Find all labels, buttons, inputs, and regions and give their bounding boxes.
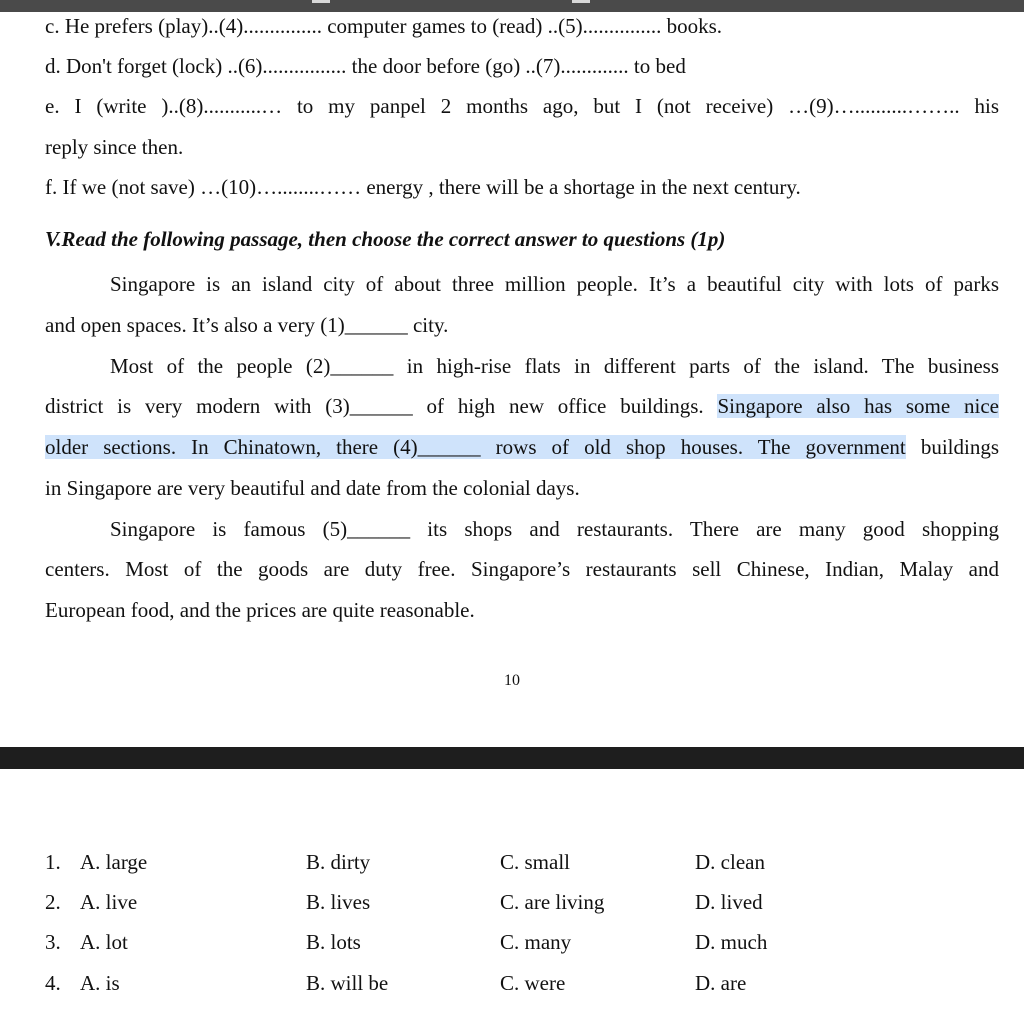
- option-d: D. much: [695, 930, 768, 954]
- highlighted-selection[interactable]: Singapore also has some nice: [717, 394, 999, 418]
- option-c: C. small: [500, 850, 571, 874]
- passage-p2-line1: Most of the people (2)______ in high-rise flats in different parts of the island. The business: [110, 354, 999, 378]
- toolbar-tick-right: [572, 0, 590, 3]
- section-heading: V.Read the following passage, then choose the correct answer to questions (1p): [45, 227, 726, 251]
- question-number: 1.: [45, 850, 61, 874]
- passage-p2-line3-text: buildings: [905, 435, 999, 459]
- option-a: A. live: [80, 890, 138, 914]
- highlighted-selection-continued[interactable]: older sections. In Chinatown, there (4)______ rows of old shop houses. The government: [45, 435, 906, 459]
- option-c: C. were: [500, 971, 566, 995]
- toolbar-tick-left: [312, 0, 330, 3]
- passage-p3-line2: centers. Most of the goods are duty free. Singapore’s restaurants sell Chinese, Indian, Malay and: [45, 557, 999, 581]
- question-row: [0, 848, 1024, 876]
- passage-p2-line3: [45, 433, 999, 461]
- option-c: C. many: [500, 930, 572, 954]
- passage-p1-line2: and open spaces. It’s also a very (1)______ city.: [45, 313, 449, 337]
- option-b: B. will be: [306, 971, 389, 995]
- question-row: [0, 928, 1024, 956]
- exercise-line-d: d. Don't forget (lock) ..(6)................ the door before (go) ..(7)............. to bed: [45, 54, 686, 78]
- option-c: C. are living: [500, 890, 605, 914]
- exercise-line-e: e. I (write )..(8)...........… to my panpel 2 months ago, but I (not receive) …(9)…..........…….. his: [45, 94, 999, 118]
- option-b: B. lots: [306, 930, 361, 954]
- option-b: B. dirty: [306, 850, 371, 874]
- viewer-top-bar: [0, 0, 1024, 12]
- document-page-10: [0, 12, 1024, 747]
- page-divider: [0, 747, 1024, 769]
- option-d: D. clean: [695, 850, 765, 874]
- passage-p2-line4: in Singapore are very beautiful and date from the colonial days.: [45, 476, 580, 500]
- option-a: A. lot: [80, 930, 128, 954]
- question-number: 4.: [45, 971, 61, 995]
- exercise-line-c: c. He prefers (play)..(4)............... computer games to (read) ..(5)............... books.: [45, 14, 723, 38]
- option-d: D. lived: [695, 890, 763, 914]
- question-number: 2.: [45, 890, 61, 914]
- question-row: [0, 969, 1024, 997]
- option-b: B. lives: [306, 890, 371, 914]
- document-page-11: [0, 769, 1024, 1013]
- question-number: 3.: [45, 930, 61, 954]
- passage-p1-line1: Singapore is an island city of about three million people. It’s a beautiful city with lots of parks: [110, 272, 999, 296]
- option-a: A. large: [80, 850, 148, 874]
- page-number: 10: [504, 672, 520, 689]
- passage-p2-line2: [45, 392, 999, 420]
- passage-p3-line3: European food, and the prices are quite reasonable.: [45, 598, 475, 622]
- passage-p2-line2-text: district is very modern with (3)______ of high new office buildings.: [45, 394, 718, 418]
- exercise-line-f: f. If we (not save) …(10)…........…… energy , there will be a shortage in the next century.: [45, 175, 801, 199]
- exercise-line-e-continued: reply since then.: [45, 135, 184, 159]
- option-d: D. are: [695, 971, 747, 995]
- passage-p3-line1: Singapore is famous (5)______ its shops and restaurants. There are many good shopping: [110, 517, 999, 541]
- option-a: A. is: [80, 971, 120, 995]
- question-row: [0, 888, 1024, 916]
